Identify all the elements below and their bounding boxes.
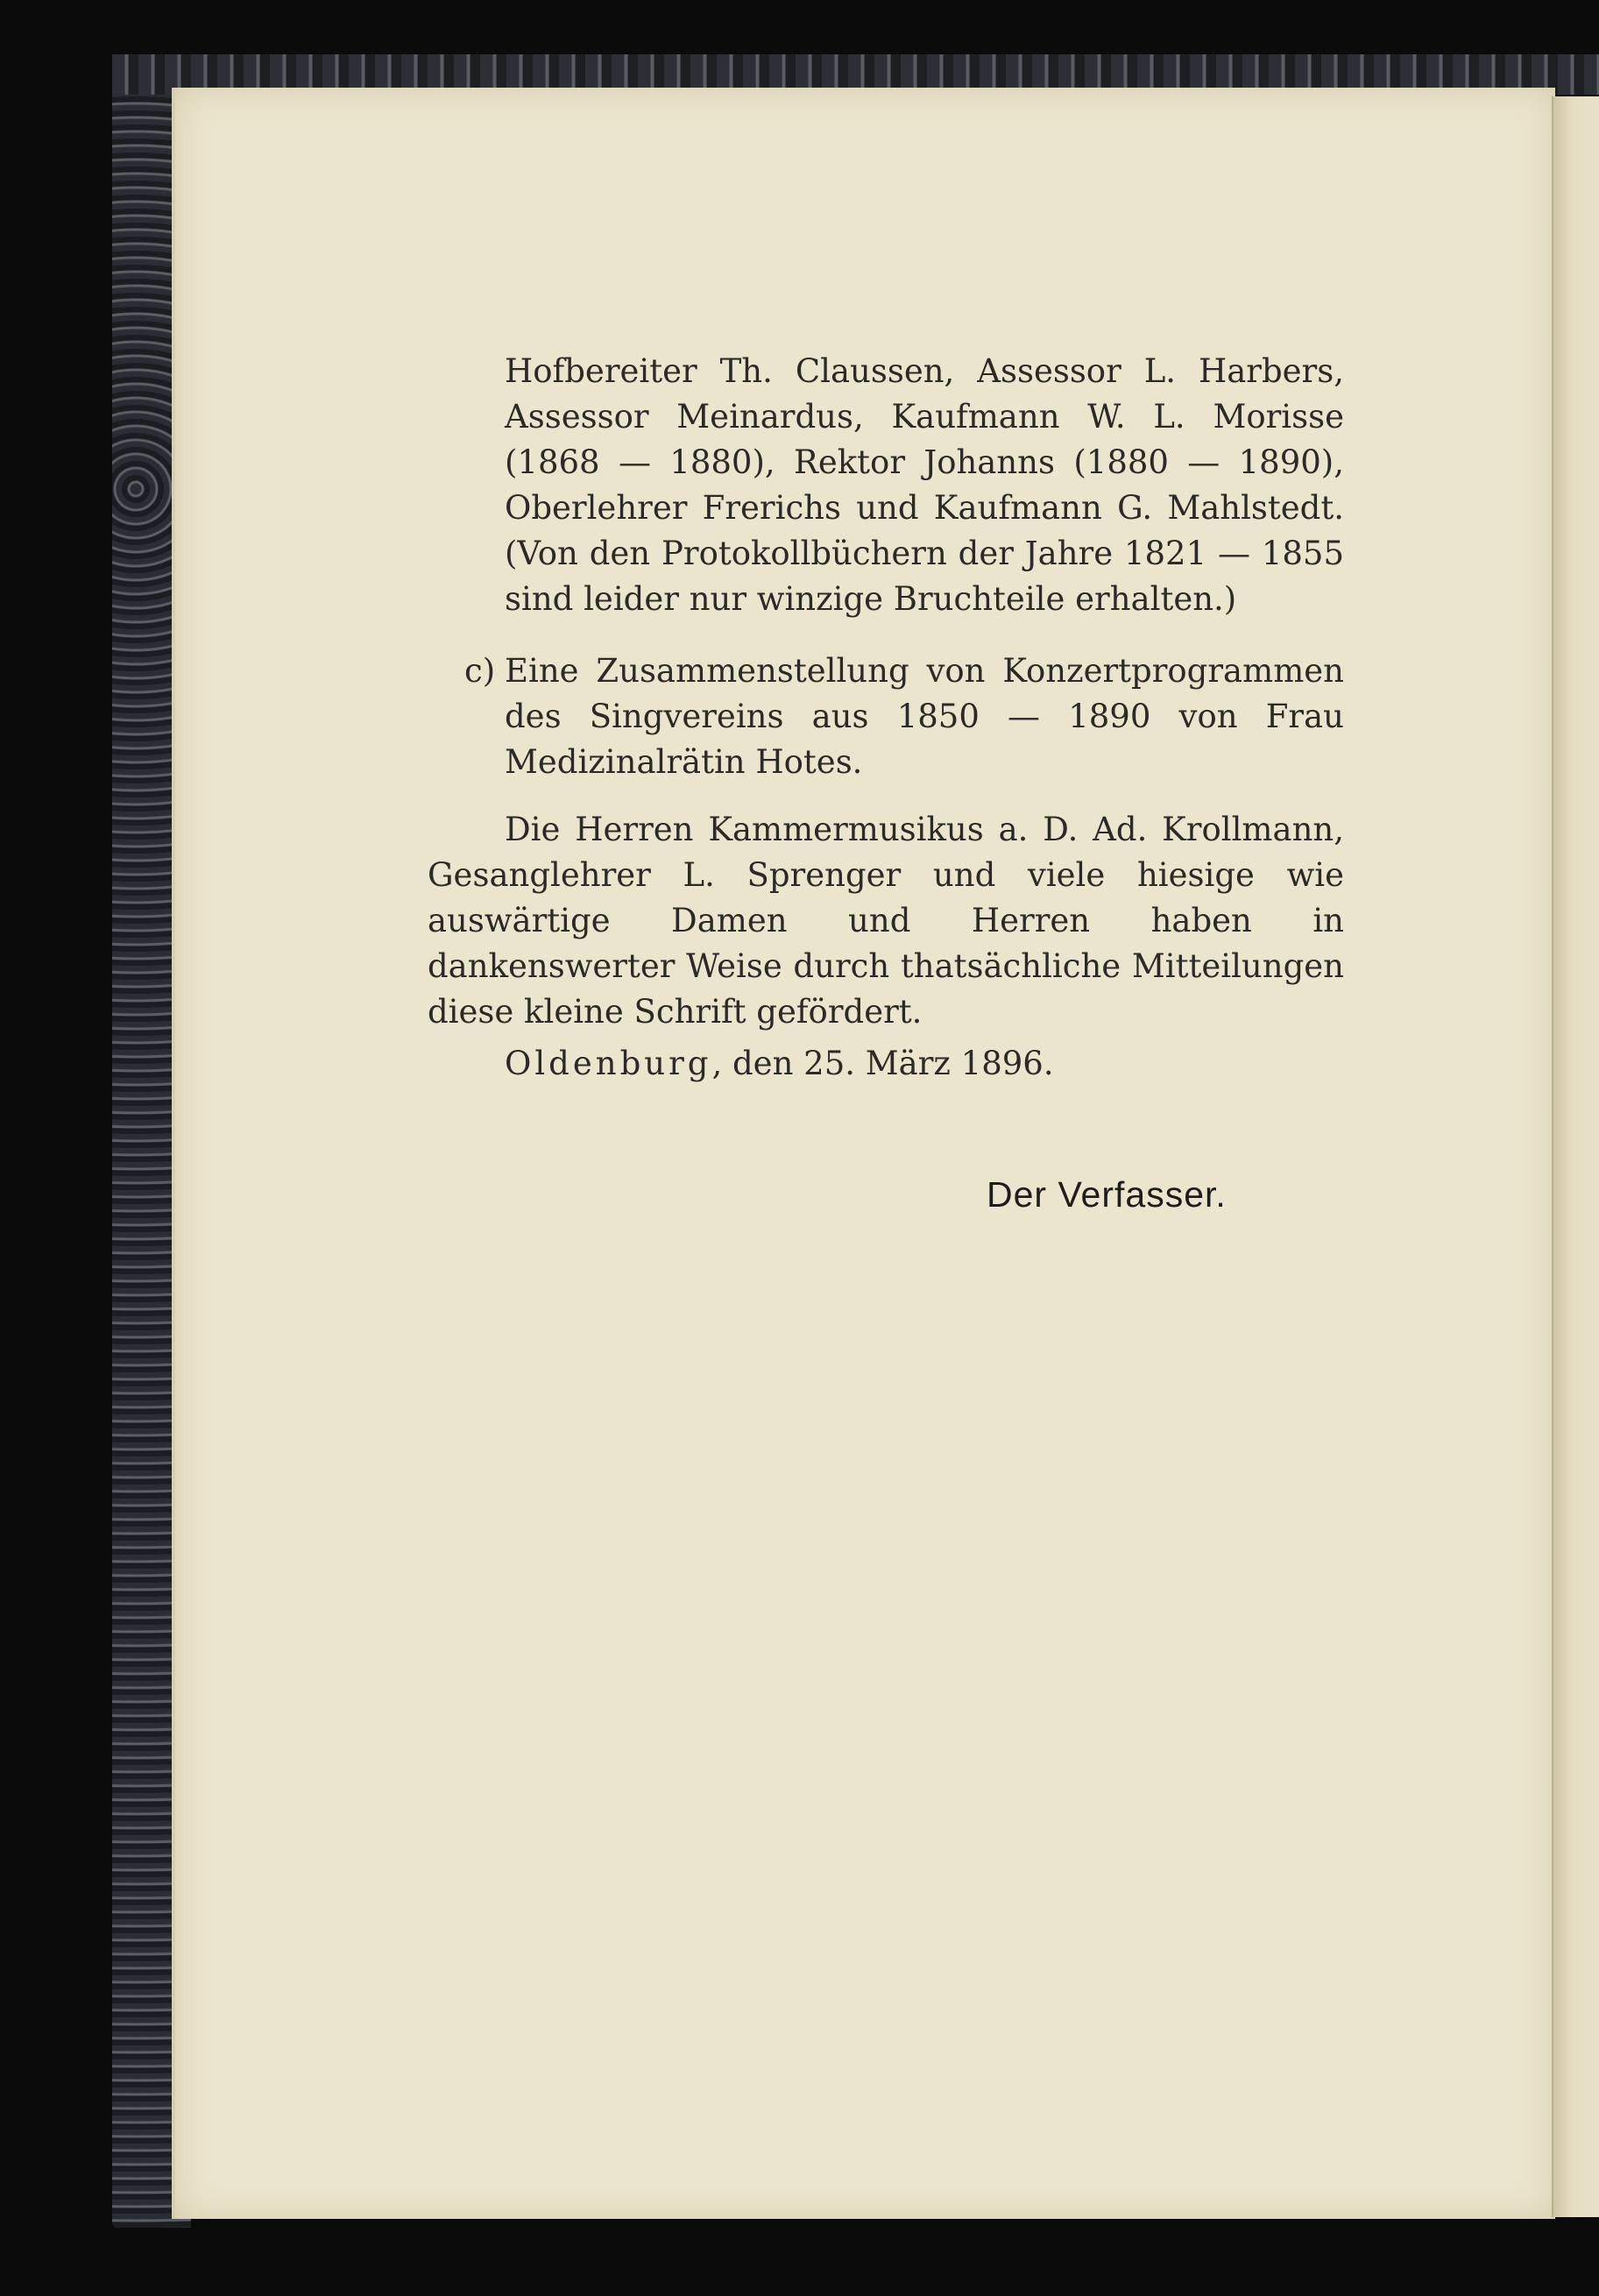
dateline-date: , den 25. März 1896. bbox=[711, 1045, 1054, 1082]
list-item-text: Eine Zusammenstellung von Konzertprogrammen des Singvereins aus 1850 — 1890 von Frau Medizinalrätin Hotes. bbox=[505, 652, 1344, 781]
list-item-label: c) bbox=[464, 652, 496, 690]
facing-page-edge bbox=[1552, 96, 1599, 2217]
dateline-place: Oldenburg bbox=[505, 1045, 712, 1082]
paragraph-members-list: Hofbereiter Th. Claussen, Assessor L. Harbers, Assessor Meinardus, Kaufmann W. L. Morisse (1868 — 1880), Rektor Johanns (1880 — 1890), Oberlehrer Frerichs und Kaufmann G. Mahlstedt. (Von den Protokollbüchern der Jahre 1821 — 1855 sind leider nur winzige Bruchteile erhalten.) bbox=[505, 352, 1344, 618]
paragraph-acknowledgements: Die Herren Kammermusikus a. D. Ad. Krollmann, Gesanglehrer L. Sprenger und viele hiesige wie auswärtige Damen und Herren haben in dankenswerter Weise durch thatsächliche Mitteilungen diese kleine Schrift gefördert. bbox=[428, 811, 1344, 1031]
list-item-c bbox=[464, 648, 1344, 785]
author-signature: Der Verfasser. bbox=[987, 1174, 1227, 1215]
dateline bbox=[505, 1045, 1293, 1082]
